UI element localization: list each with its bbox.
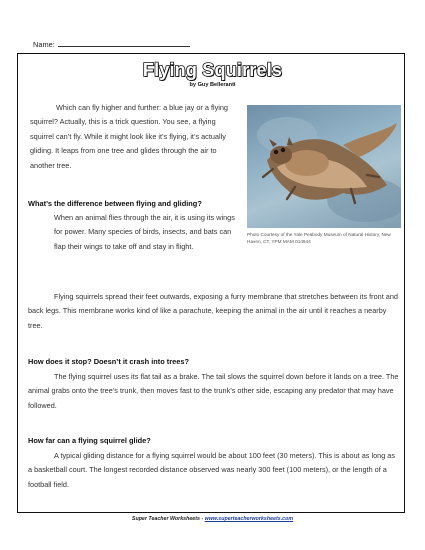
photo-caption: Photo Courtesy of the Yale Peabody Museum of Natural History, New Haven, CT, YPM MAM 014944 [247,232,391,244]
footer-brand: Super Teacher Worksheets [131,516,200,522]
heading-flying-vs-gliding: What’s the difference between flying and gliding? [28,199,202,208]
footer-separator: - [199,516,205,522]
paragraph-flying-definition: When an animal flies through the air, it is using its wings for power. Many species of birds, insects, and bats can flap their wings to take off and stay in flight. [54,213,235,251]
heading-glide-distance: How far can a flying squirrel glide? [28,436,151,445]
intro-paragraph: Which can fly higher and further: a blue jay or a flying squirrel? Actually, this is a trick question. You see, a flying squirrel can’t fly. While it might look like it’s flying, it’s actually gliding. It leaps from one tree and glides through the air to another tree. [30,103,228,170]
flying-squirrel-image [247,105,401,228]
footer-url-link[interactable]: www.superteacherworksheets.com [204,516,294,522]
author-byline: by Guy Belleranti [189,82,236,88]
name-blank-line[interactable] [58,39,190,47]
footer [0,516,425,522]
heading-how-does-it-stop: How does it stop? Doesn’t it crash into trees? [28,357,189,366]
paragraph-tail-brake: The flying squirrel uses its flat tail as a brake. The tail slows the squirrel down before it lands on a tree. The animal grabs onto the tree’s trunk, then moves fast to the trunk’s other side, escaping any predator that may have followed. [28,372,399,410]
worksheet-title: Flying Squirrels [142,60,283,80]
paragraph-glide-distance: A typical gliding distance for a flying squirrel would be about 100 feet (30 meters). This is about as long as a basketball court. The longest recorded distance observed was nearly 300 feet (100 meters), or the length of a football field. [28,451,395,489]
name-field[interactable] [33,39,190,49]
paragraph-membrane: Flying squirrels spread their feet outwards, exposing a furry membrane that stretches between its front and back legs. This membrane works kind of like a parachute, keeping the animal in the air until it reaches a nearby tree. [28,292,398,330]
name-label: Name: [33,40,55,49]
flying-squirrel-photo [247,105,401,228]
